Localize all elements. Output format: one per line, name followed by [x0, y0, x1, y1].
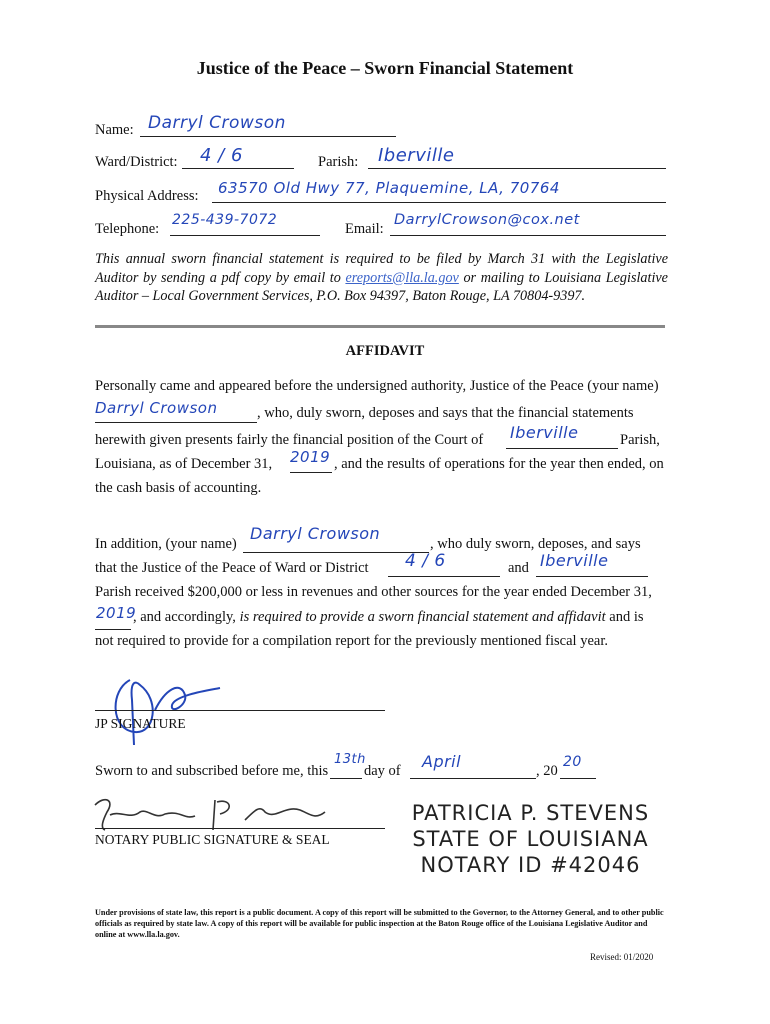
affidavit-line-2: , who, duly sworn, deposes and says that the financial statements: [257, 405, 634, 421]
notary-stamp: [398, 800, 663, 878]
sworn-text: Sworn to and subscribed before me, this: [95, 763, 329, 779]
phone-value: 225-439-7072: [172, 212, 278, 228]
instructions-part1: This annual sworn financial statement is required to be filed by March 31 with the Legislative Auditor by sending a pdf copy by email to: [95, 251, 668, 286]
page-title: Justice of the Peace – Sworn Financial Statement: [196, 58, 574, 78]
and-word: and: [508, 560, 529, 576]
ward-row: [95, 154, 178, 171]
email-label: Email:: [345, 221, 384, 237]
jp-name-value: Darryl Crowson: [95, 399, 218, 417]
affidavit-heading: AFFIDAVIT: [345, 343, 425, 359]
district-value: 4 / 6: [405, 551, 446, 571]
parish-value: Iberville: [378, 145, 455, 166]
filing-instructions: [95, 250, 668, 306]
phone-label: Telephone:: [95, 221, 160, 237]
public-document-notice: Under provisions of state law, this report is a public document. A copy of this report will be submitted to the Governor, to the Attorney General, and to other public officials as required by state law. A copy of this report will be available for public inspection at the Baton Rouge office of the Louisiana Legislative Auditor and online at www.lla.la.gov.: [95, 908, 664, 939]
affidavit-line-5: the cash basis of accounting.: [95, 480, 262, 496]
addition-line-1-end: , who duly sworn, deposes, and says: [430, 536, 641, 552]
addition-line-4-italic: is required to provide a sworn financial statement and affidavit: [239, 609, 606, 625]
ward-value: 4 / 6: [200, 145, 243, 166]
court-parish-value: Iberville: [510, 423, 579, 442]
year-prefix: , 20: [536, 763, 558, 779]
sworn-month-value: April: [422, 752, 462, 771]
stamp-line-1: PATRICIA P. STEVENS: [411, 801, 650, 825]
day-of-text: day of: [364, 763, 401, 779]
addition-line-5: not required to provide for a compilation report for the previously mentioned fiscal year.: [95, 633, 608, 649]
affidavit-line-4: Louisiana, as of December 31,: [95, 456, 273, 472]
address-label: Physical Address:: [95, 188, 199, 204]
email-row: [345, 221, 384, 238]
jp-signature-line[interactable]: [95, 690, 385, 711]
sworn-year-value: 20: [563, 754, 582, 770]
jp-signature-label: JP SIGNATURE: [95, 716, 186, 731]
district-parish-value: Iberville: [540, 551, 609, 570]
notary-signature-label: NOTARY PUBLIC SIGNATURE & SEAL: [95, 832, 330, 847]
addition-line-3: Parish received $200,000 or less in revenues and other sources for the year ended December 31,: [95, 584, 652, 600]
parish-label: Parish:: [318, 154, 359, 170]
addition-line-4-end: and is: [605, 609, 644, 625]
name-label: Name:: [95, 122, 134, 138]
ward-label: Ward/District:: [95, 154, 178, 170]
fiscal-year-value: 2019: [290, 448, 331, 466]
stamp-line-2: STATE OF LOUISIANA: [412, 827, 649, 851]
addition-year-value: 2019: [96, 604, 137, 622]
section-divider: [95, 325, 665, 328]
affidavit-line-3-end: Parish,: [620, 432, 660, 448]
addition-name-value: Darryl Crowson: [250, 524, 381, 543]
addition-line-4: [133, 609, 644, 626]
addition-line-2: that the Justice of the Peace of Ward or District: [95, 560, 369, 576]
ereports-email-link[interactable]: ereports@lla.la.gov: [345, 269, 459, 286]
email-value: DarrylCrowson@cox.net: [394, 212, 580, 228]
notary-signature-line[interactable]: [95, 810, 385, 829]
addition-line-1: In addition, (your name): [95, 536, 237, 552]
revised-date: Revised: 01/2020: [590, 952, 654, 962]
stamp-line-3: NOTARY ID #42046: [420, 853, 641, 877]
parish-row: [318, 154, 358, 171]
sworn-day-value: 13th: [334, 752, 366, 767]
affidavit-line-1: Personally came and appeared before the undersigned authority, Justice of the Peace (your name): [95, 378, 659, 394]
address-value: 63570 Old Hwy 77, Plaquemine, LA, 70764: [218, 179, 560, 197]
phone-row: [95, 221, 159, 238]
affidavit-line-3: herewith given presents fairly the financial position of the Court of: [95, 432, 484, 448]
addition-line-4-text: , and accordingly,: [133, 609, 240, 625]
name-value: Darryl Crowson: [148, 113, 286, 133]
affidavit-line-4-end: , and the results of operations for the year then ended, on: [334, 456, 664, 472]
instructions-part2: or mailing to Louisiana Legislative Auditor – Local Government Services, P.O. Box 94397, Baton Rouge, LA 70804-9397.: [95, 269, 668, 304]
name-row: [95, 122, 134, 139]
address-row: [95, 188, 199, 205]
